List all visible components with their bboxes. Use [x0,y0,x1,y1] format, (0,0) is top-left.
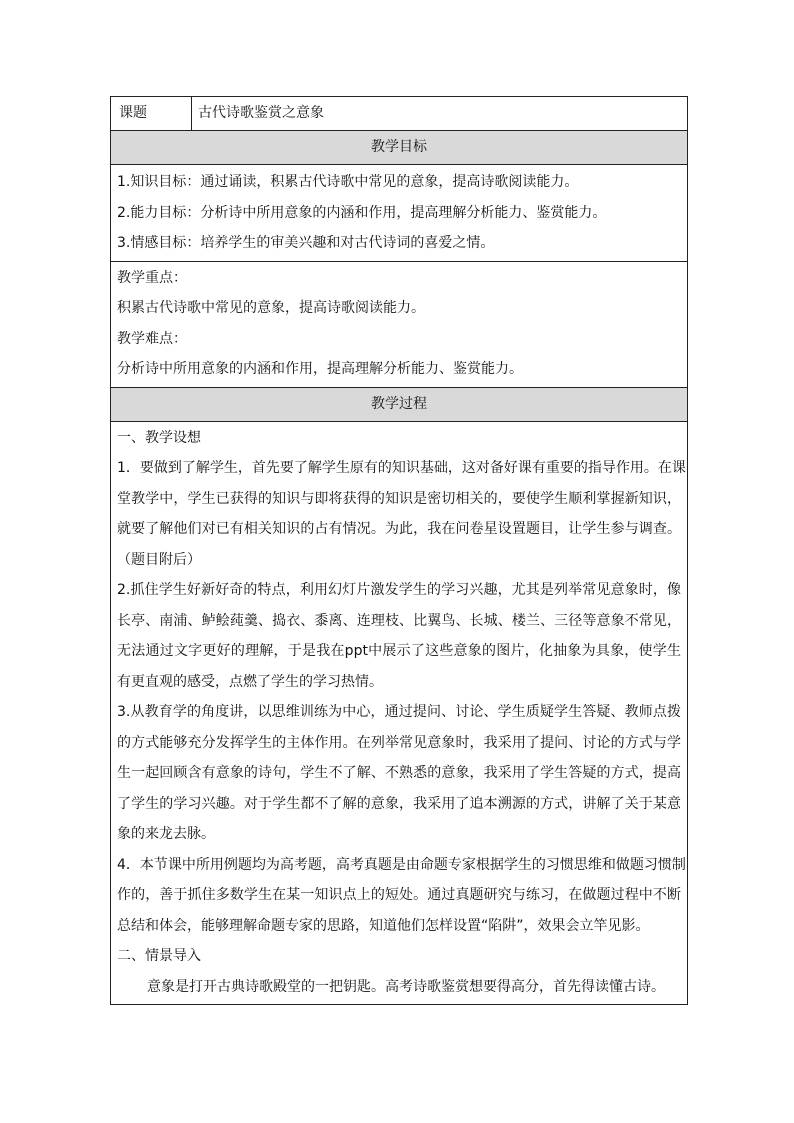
para2-line: 无法通过文字更好的理解，于是我在ppt中展示了这些意象的图片，化抽象为具象，使学生 [117,643,681,659]
process-row [111,421,688,1005]
para1-line: 就要了解他们对已有相关知识的占有情况。为此，我在问卷星设置题目，让学生参与调查。 [117,521,681,537]
para2-line: 有更直观的感受，点燃了学生的学习热情。 [117,673,383,690]
key-points-row [111,261,688,387]
goals-cell [111,165,688,262]
focus-text: 积累古代诗歌中常见的意象，提高诗歌阅读能力。 [117,300,425,316]
difficulty-text: 分析诗中所用意象的内涵和作用，提高理解分析能力、鉴赏能力。 [117,361,523,377]
para4-line: 作的，善于抓住多数学生在某一知识点上的短处。通过真题研究与练习，在做题过程中不断 [117,887,681,903]
goals-heading: 教学目标 [111,131,688,165]
para3-line: 象的来龙去脉。 [117,826,215,842]
process-cell [111,421,688,1005]
para3-line: 生一起回顾含有意象的诗句，学生不了解、不熟悉的意象，我采用了学生答疑的方式，提高 [117,765,681,781]
para2-line: 2.抓住学生好新好奇的特点，利用幻灯片激发学生的学习兴趣，尤其是列举常见意象时，像 [117,582,681,598]
part1-title: 一、教学设想 [117,429,201,446]
goal-knowledge: 1.知识目标：通过诵读，积累古代诗歌中常见的意象，提高诗歌阅读能力。 [117,174,579,190]
para1-line: 堂教学中，学生已获得的知识与即将获得的知识是密切相关的，要使学生顺利掌握新知识， [117,490,681,507]
title-label: 课题 [111,97,192,131]
para3-line: 3.从教育学的角度讲，以思维训练为中心，通过提问、讨论、学生质疑学生答疑、教师点拨 [117,704,681,720]
goals-row [111,165,688,262]
para4-line: 4．本节课中所用例题均为高考题，高考真题是由命题专家根据学生的习惯思维和做题习惯制 [117,856,686,873]
para1-line: （题目附后） [117,551,201,568]
para3-line: 的方式能够充分发挥学生的主体作用。在列举常见意象时，我采用了提问、讨论的方式与学 [117,734,681,751]
focus-label: 教学重点： [117,269,187,286]
goal-ability: 2.能力目标：分析诗中所用意象的内涵和作用，提高理解分析能力、鉴赏能力。 [117,204,607,221]
part2-title: 二、情景导入 [117,948,201,964]
process-heading: 教学过程 [111,387,688,421]
para3-line: 了学生的学习兴趣。对于学生都不了解的意象，我采用了追本溯源的方式，讲解了关于某意 [117,795,681,812]
para2-line: 长亭、南浦、鲈鲙莼羹、捣衣、黍离、连理枝、比翼鸟、长城、楼兰、三径等意象不常见， [117,612,681,629]
para4-line: 总结和体会，能够理解命题专家的思路，知道他们怎样设置“陷阱”，效果会立竿见影。 [117,917,650,934]
process-heading-row [111,387,688,421]
lesson-plan-table [110,96,688,1005]
key-points-cell [111,261,688,387]
lesson-plan-document [110,96,688,1005]
lesson-title: 古代诗歌鉴赏之意象 [192,97,688,131]
title-row [111,97,688,131]
intro-text: 意象是打开古典诗歌殿堂的一把钥匙。高考诗歌鉴赏想要得高分，首先得读懂古诗。 [147,978,665,995]
difficulty-label: 教学难点： [117,330,187,347]
para1-line: 1．要做到了解学生，首先要了解学生原有的知识基础，这对备好课有重要的指导作用。在课 [117,460,686,476]
goal-emotion: 3.情感目标：培养学生的审美兴趣和对古代诗词的喜爱之情。 [117,235,495,251]
goals-heading-row [111,131,688,165]
